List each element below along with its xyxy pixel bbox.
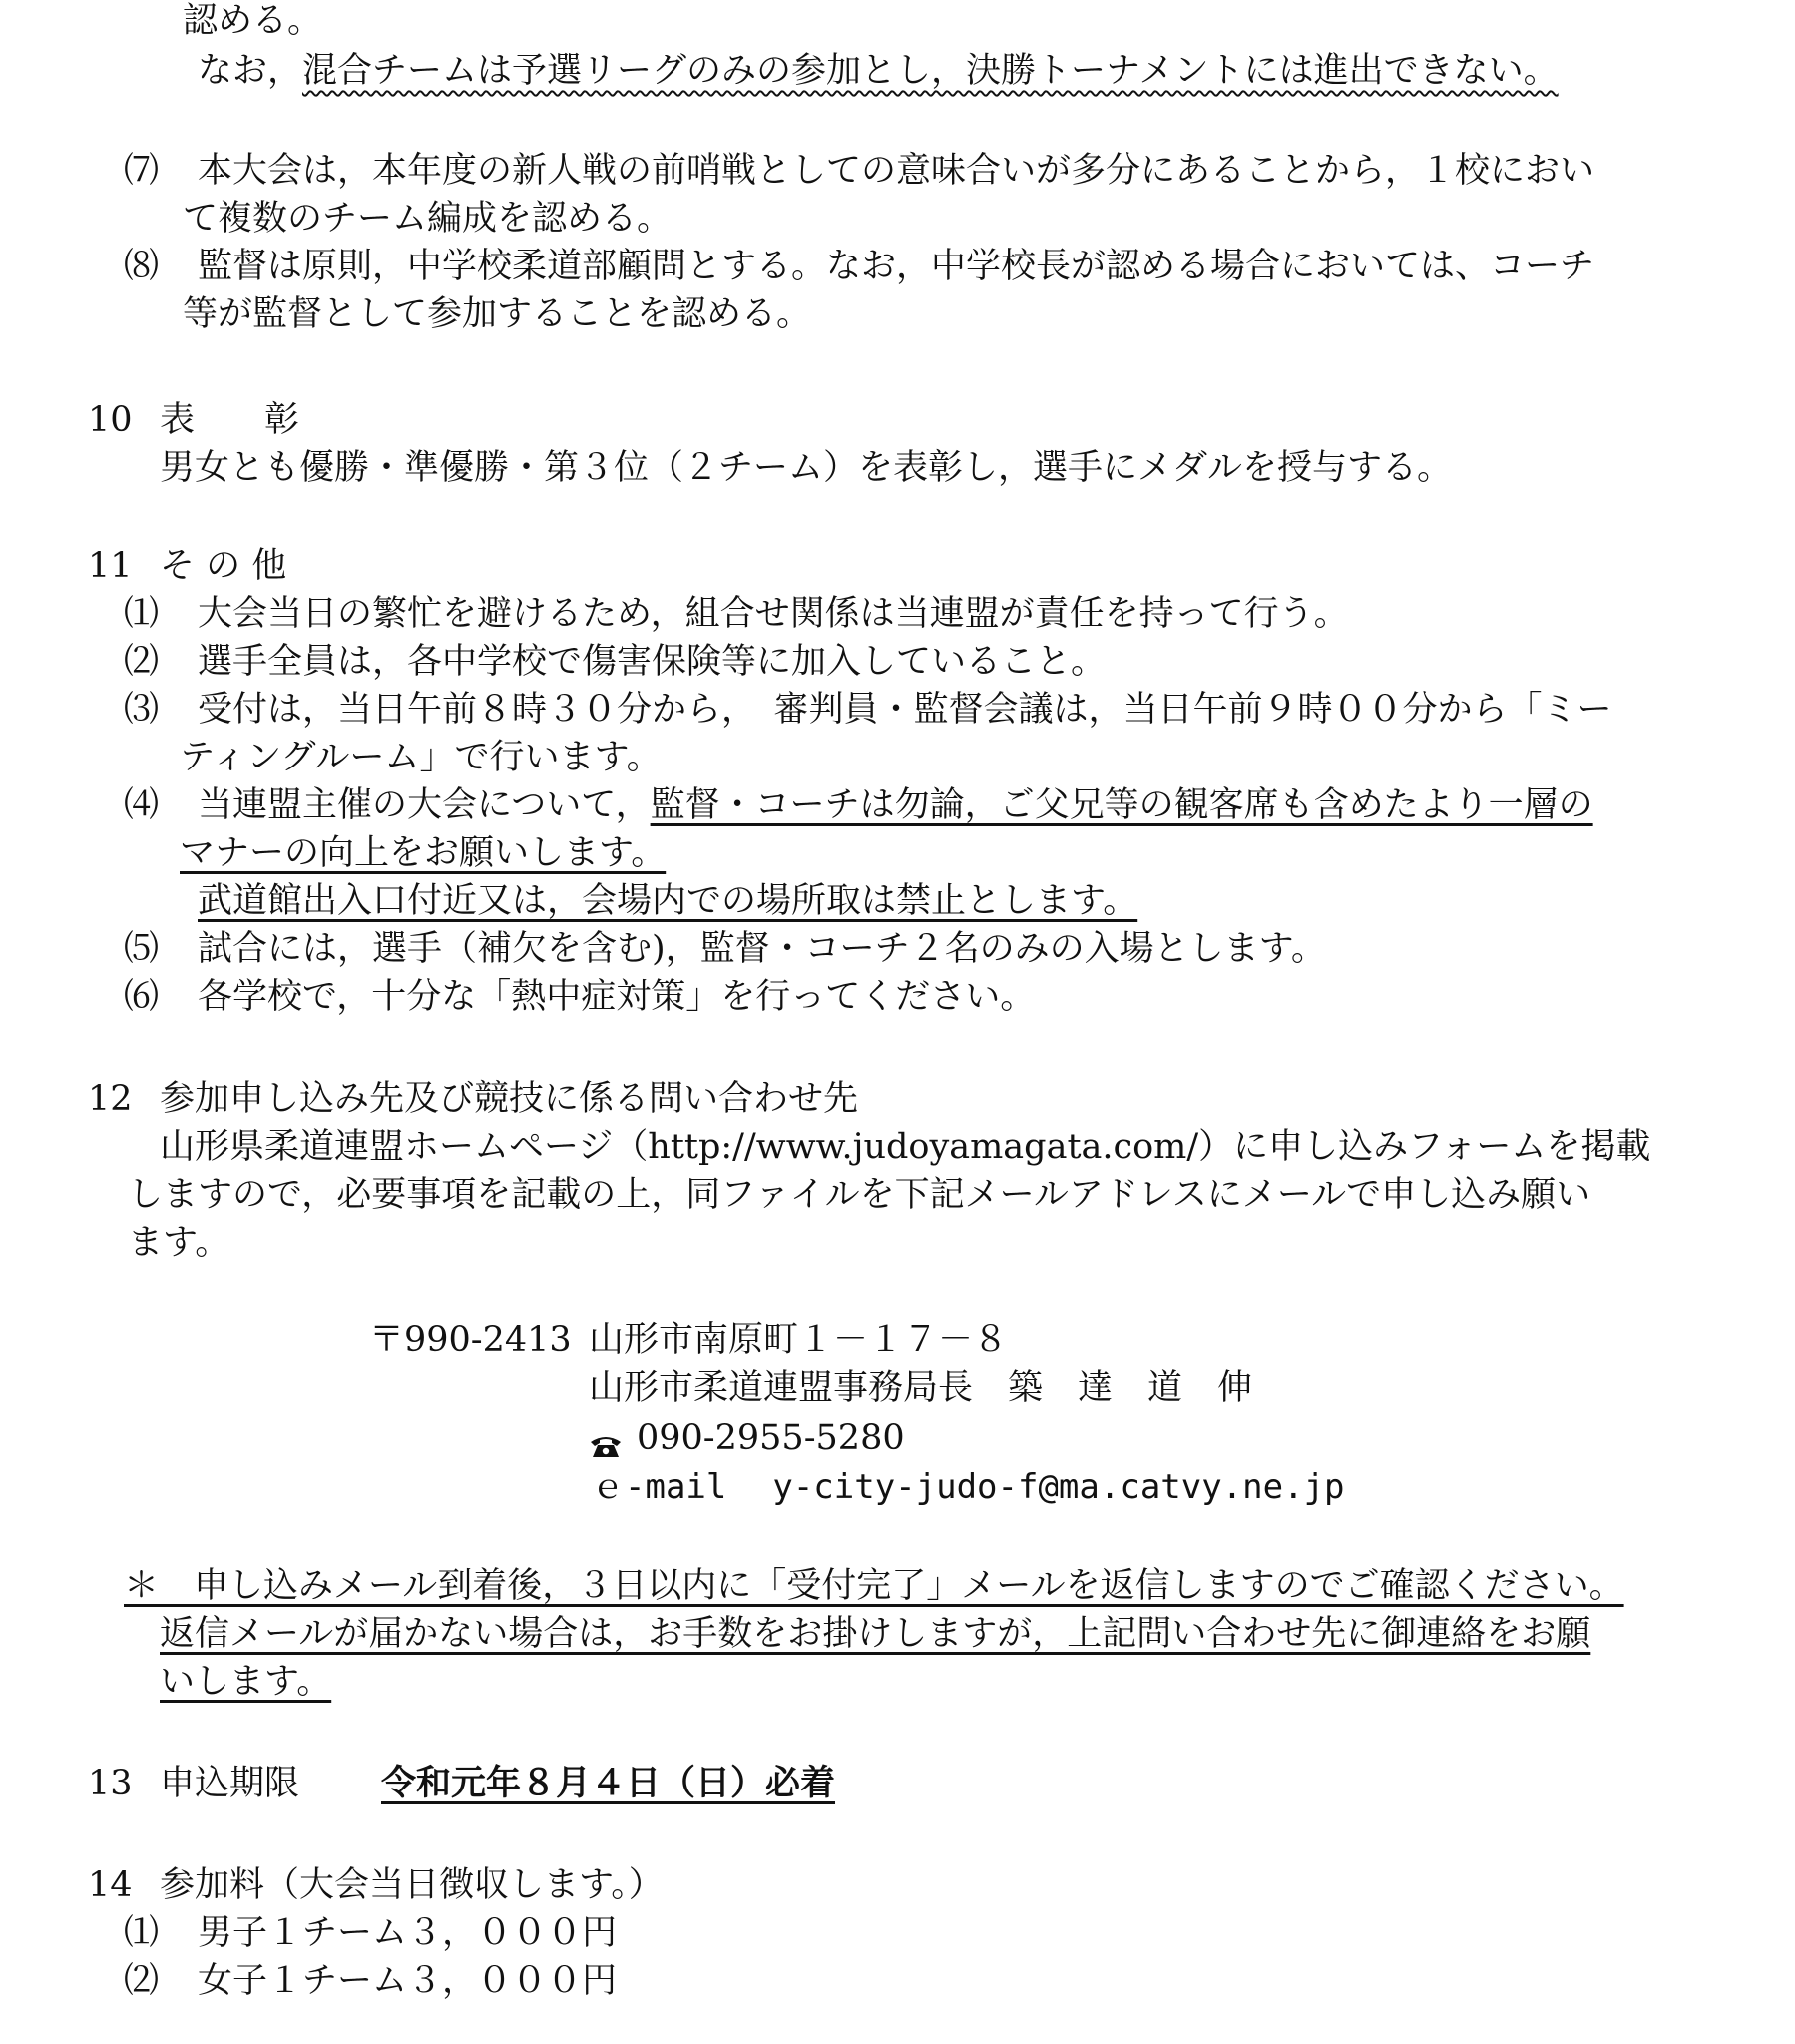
s11-item4-num: ⑷ — [124, 785, 160, 825]
s11-item5-text: 試合には，選手（補欠を含む)，監督・コーチ２名のみの入場とします。 — [198, 929, 1326, 969]
phone-line — [589, 1417, 905, 1459]
s11-item5-num: ⑸ — [124, 929, 160, 969]
s11-item4-underlined: 監督・コーチは勿論，ご父兄等の観客席も含めたより一層の — [650, 785, 1593, 825]
s11-title: そ の 他 — [160, 546, 287, 586]
s13-deadline: 令和元年８月４日（日）必着 — [381, 1763, 836, 1803]
s10-body: 男女とも優勝・準優勝・第３位（２チーム）を表彰し，選手にメダルを授与する。 — [160, 448, 1453, 488]
s9-cont-line2 — [198, 50, 1559, 92]
s11-item1-text: 大会当日の繁忙を避けるため，組合せ関係は当連盟が責任を持って行う。 — [198, 594, 1349, 634]
s12-line3: ます。 — [128, 1223, 230, 1263]
s12-line2: しますので，必要事項を記載の上，同ファイルを下記メールアドレスにメールで申し込み願い — [128, 1175, 1591, 1215]
s9-item7-line2: て複数のチーム編成を認める。 — [183, 199, 673, 239]
s14-item2-num: ⑵ — [124, 1961, 160, 2001]
s11-item3-text2: ティングルーム」で行います。 — [180, 738, 662, 777]
address-street: 山形市南原町１－１７－８ — [589, 1320, 1009, 1360]
s14-item1-text: 男子１チーム３，０００円 — [198, 1913, 618, 1953]
s14-item1-num: ⑴ — [124, 1913, 160, 1953]
s11-item1-num: ⑴ — [124, 594, 160, 634]
s11-item4-prefix: 当連盟主催の大会について， — [198, 785, 651, 825]
postal-code: 〒990-2413 — [369, 1320, 572, 1360]
s10-num: 10 — [88, 400, 133, 440]
telephone-icon — [589, 1427, 623, 1453]
note-line1: ＊ 申し込みメール到着後，３日以内に「受付完了」メールを返信しますのでご確認ください。 — [124, 1566, 1624, 1606]
s10-title: 表 彰 — [160, 400, 300, 440]
s12-title: 参加申し込み先及び競技に係る問い合わせ先 — [160, 1079, 859, 1119]
s12-num: 12 — [88, 1079, 133, 1119]
s9-cont-line1: 認める。 — [183, 1, 323, 41]
s14-title: 参加料（大会当日徴収します。） — [160, 1865, 664, 1905]
email-line — [591, 1467, 1345, 1508]
s9-cont-prefix: なお， — [198, 51, 303, 91]
email-address[interactable]: y-city-judo-f@ma.catvy.ne.jp — [772, 1467, 1345, 1507]
s11-item6-num: ⑹ — [124, 977, 160, 1017]
s13-num: 13 — [88, 1764, 133, 1803]
note-line2: 返信メールが届かない場合は，お手数をお掛けしますが，上記問い合わせ先に御連絡をお願 — [160, 1614, 1591, 1654]
s11-item6-text: 各学校で，十分な「熱中症対策」を行ってください。 — [198, 977, 1036, 1017]
s11-item3-num: ⑶ — [124, 690, 160, 730]
s11-item2-num: ⑵ — [124, 642, 160, 682]
s11-item4-line3: 武道館出入口付近又は，会場内での場所取は禁止とします。 — [198, 881, 1138, 921]
s9-cont-wavy-note: 混合チームは予選リーグのみの参加とし，決勝トーナメントには進出できない。 — [302, 51, 1559, 91]
s14-item2-text: 女子１チーム３，０００円 — [198, 1961, 618, 2001]
phone-number: 090-2955-5280 — [637, 1418, 905, 1458]
s9-item7-num: ⑺ — [124, 151, 160, 191]
note-line3: いします。 — [160, 1662, 332, 1702]
s11-item4-line1 — [198, 784, 1593, 826]
email-label: ｅ-mail — [591, 1467, 727, 1507]
s13-title: 申込期限 — [160, 1764, 300, 1803]
s11-item3-text: 受付は，当日午前８時３０分から， 審判員・監督会議は，当日午前９時００分から「ミー — [198, 690, 1612, 730]
s9-item8-line2: 等が監督として参加することを認める。 — [183, 294, 812, 334]
s11-item2-text: 選手全員は，各中学校で傷害保険等に加入していること。 — [198, 642, 1107, 682]
s9-item8-line1: 監督は原則，中学校柔道部顧問とする。なお，中学校長が認める場合においては、コーチ — [198, 247, 1595, 286]
s9-item8-num: ⑻ — [124, 247, 160, 286]
s11-num: 11 — [88, 546, 133, 586]
s14-num: 14 — [88, 1865, 133, 1905]
s12-line1: 山形県柔道連盟ホームページ（http://www.judoyamagata.com/）に申し込みフォームを掲載 — [160, 1127, 1651, 1167]
s9-item7-line1: 本大会は，本年度の新人戦の前哨戦としての意味合いが多分にあることから，１校におい — [198, 151, 1595, 191]
address-org: 山形市柔道連盟事務局長 築 達 道 伸 — [589, 1368, 1253, 1408]
s11-item4-line2: マナーの向上をお願いします。 — [180, 833, 667, 873]
